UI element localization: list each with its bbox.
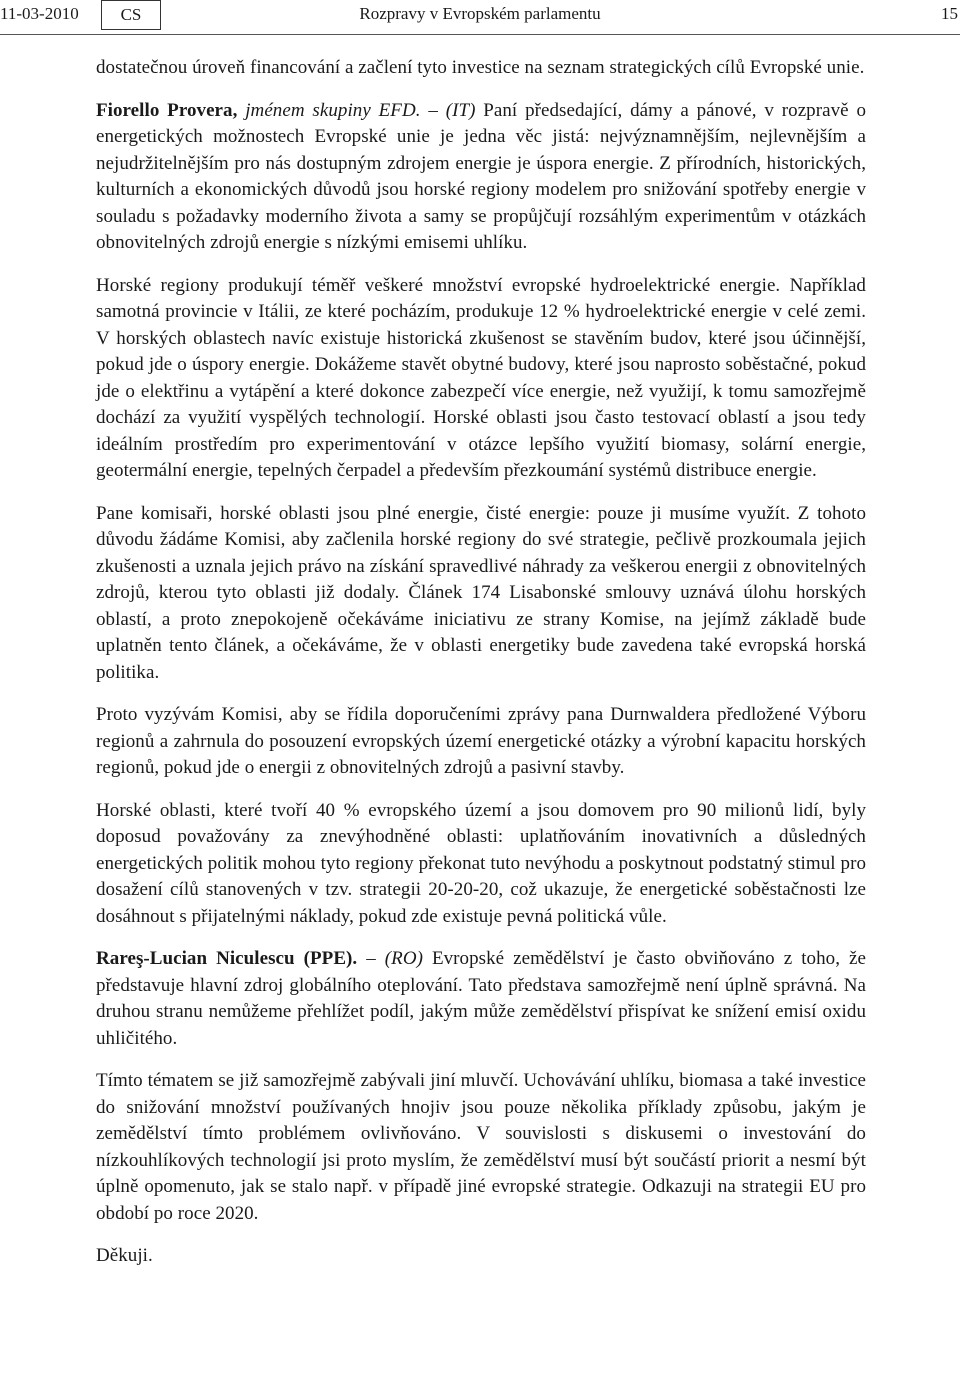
speaker-affiliation: jménem skupiny EFD. xyxy=(237,99,421,121)
paragraph-text: Paní předsedající, dámy a pánové, v rozpravě o energetických možnostech Evropské unie je jedna věc jistá: nejvýznamnějším, nejlevnějším a nejudržitelnějším pro nás dostupným zdrojem energie je úspora energie. Z přírodních, historických, kulturních a ekonomických důvodů jsou horské regiony modelem pro snižování spotřeby energie v souladu s požadavky moderního života a samy se propůjčují rozsáhlým experimentům v otázkách obnovitelných zdrojů energie s nízkými emisemi uhlíku. xyxy=(96,99,866,253)
paragraph-text: dostatečnou úroveň financování a začlení tyto investice na seznam strategických cílů Evropské unie. xyxy=(96,57,865,78)
paragraph-text: Děkuji. xyxy=(96,1245,153,1266)
header-date: 11-03-2010 xyxy=(0,4,79,23)
paragraph xyxy=(96,798,866,931)
paragraph-text: Horské regiony produkují téměř veškeré množství evropské hydroelektrické energie. Například samotná provincie v Itálii, ze které pocházím, produkuje 12 % hydroelektrické energie v celé zemi. V horských oblastech navíc existuje historická zkušenost se stavěním budov, které jsou účinnější, pokud jde o úspory energie. Dokážeme stavět obytné budovy, které jsou naprosto soběstačné, pokud jde o elektřinu a vytápění a které dokonce zabezpečí více energie, než využijí, k tomu samozřejmě dochází za využití vyspělých technologií. Horské oblasti jsou často testovací oblastí a jsou tedy ideálním prostředím pro experimentování v otázce lepšího využití biomasy, solární energie, geotermální energie, tepelných čerpadel a především přezkoumání systémů distribuce energie. xyxy=(96,274,866,481)
paragraph xyxy=(96,501,866,687)
document-body xyxy=(96,55,866,1286)
paragraph xyxy=(96,98,866,257)
speaker-language: – (IT) xyxy=(420,99,476,121)
paragraph xyxy=(96,1068,866,1227)
paragraph-text: Tímto tématem se již samozřejmě zabývali jiní mluvčí. Uchovávání uhlíku, biomasa a také investice do snižování množství používaných hnojiv jsou pouze několika příklady způsobu, jakým je zemědělství tímto problémem ovlivňováno. V souvislosti s diskusemi o investování do nízkouhlíkových technologií jsi proto myslím, že zemědělství musí být součástí priorit a nesmí být úplně opomenuto, jak se stalo např. v případě jiné evropské strategie. Odkazuji na strategii EU pro období po roce 2020. xyxy=(96,1070,866,1224)
speaker-name: Fiorello Provera, xyxy=(96,99,238,121)
paragraph xyxy=(96,55,866,82)
speaker-name: Rareş-Lucian Niculescu (PPE). xyxy=(96,948,358,969)
paragraph-text: Evropské zemědělství je často obviňováno z toho, že představuje hlavní zdroj globálního oteplování. Tato představa samozřejmě není úplně správná. Na druhou stranu nemůžeme přehlížet podíl, jakým může zemědělství přispívat ke snížení emisí oxidu uhličitého. xyxy=(96,948,866,1049)
header-page-number: 15 xyxy=(941,4,958,23)
paragraph xyxy=(96,273,866,485)
header-title: Rozpravy v Evropském parlamentu xyxy=(359,4,601,23)
speaker-language: – (RO) xyxy=(357,948,423,969)
paragraph xyxy=(96,702,866,782)
paragraph xyxy=(96,1243,866,1270)
paragraph-text: Pane komisaři, horské oblasti jsou plné energie, čisté energie: pouze ji musíme využít. Z tohoto důvodu žádáme Komisi, aby začlenila horské regiony do své strategie, pečlivě prozkoumala jejich zkušenosti a uznala jejich právo na získání spravedlivé náhrady za veškerou energii z obnovitelných zdrojů, kterou tyto oblasti již dodaly. Článek 174 Lisabonské smlouvy uznává úlohu horských oblastí, a proto znepokojeně očekáváme iniciativu ze strany Komise, na jejímž základě bude uplatněn tento článek, a očekáváme, že v oblasti energetiky bude zavedena také evropská horská politika. xyxy=(96,502,866,683)
page-header xyxy=(0,0,960,35)
paragraph-text: Horské oblasti, které tvoří 40 % evropského území a jsou domovem pro 90 milionů lidí, byly doposud považovány za znevýhodněné oblasti: uplatňováním inovativních a důsledných energetických politik mohou tyto regiony překonat tuto nevýhodu a poskytnout podstatný stimul pro dosažení cílů stanovených v tzv. strategii 20-20-20, což ukazuje, že energetické soběstačnosti lze dosáhnout s přijatelnými náklady, pokud zde existuje pevná politická vůle. xyxy=(96,799,866,927)
paragraph-text: Proto vyzývám Komisi, aby se řídila doporučeními zprávy pana Durnwaldera předložené Výboru regionů a zahrnula do posouzení evropských území energetické otázky a výrobní kapacitu horských regionů, pokud jde o energii z obnovitelných zdrojů a pasivní stavby. xyxy=(96,704,866,778)
header-language-box: CS xyxy=(101,0,161,30)
paragraph xyxy=(96,946,866,1052)
